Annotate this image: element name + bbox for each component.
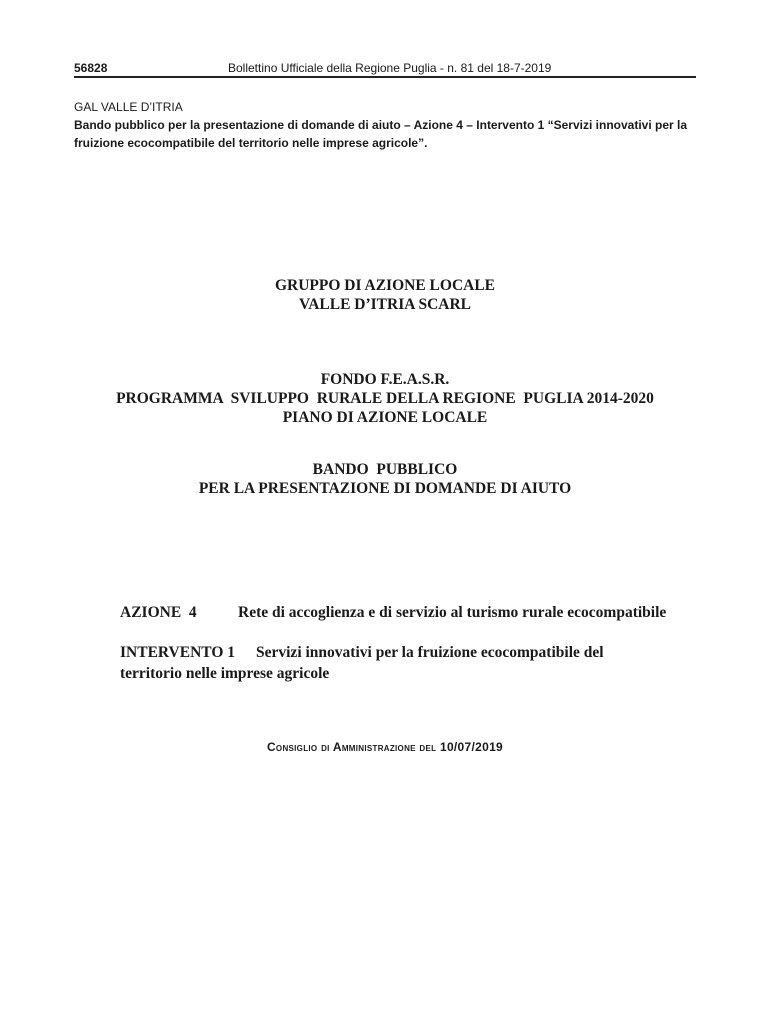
gal-title-line-2: VALLE D’ITRIA SCARL <box>299 296 471 313</box>
fund-title <box>0 370 770 427</box>
azione-label: AZIONE 4 <box>120 604 197 621</box>
azione-row <box>120 604 666 622</box>
fund-title-line-3: PIANO DI AZIONE LOCALE <box>282 409 488 426</box>
header-rule <box>74 76 696 78</box>
gal-title <box>0 276 770 314</box>
consiglio-line <box>0 740 770 754</box>
fund-title-line-2: PROGRAMMA SVILUPPO RURALE DELLA REGIONE PUGLIA 2014-2020 <box>116 390 654 407</box>
fund-title-line-1: FONDO F.E.A.S.R. <box>320 371 450 388</box>
gal-title-line-1: GRUPPO DI AZIONE LOCALE <box>274 277 496 294</box>
consiglio-date: 10/07/2019 <box>439 740 504 754</box>
azione-text: Rete di accoglienza e di servizio al turismo rurale ecocompatibile <box>238 604 667 621</box>
intro-block <box>74 98 704 152</box>
intro-subject: Bando pubblico per la presentazione di domande di aiuto – Azione 4 – Intervento 1 “Servizi innovativi per la fruizione ecocompatibile del territorio nelle imprese agricole”. <box>74 118 688 150</box>
intro-organization: GAL VALLE D’ITRIA <box>74 100 183 114</box>
bando-title-line-1: BANDO PUBBLICO <box>312 461 458 478</box>
intervento-block <box>120 642 640 684</box>
bando-title-line-2: PER LA PRESENTAZIONE DI DOMANDE DI AIUTO <box>198 480 572 497</box>
consiglio-label: Consiglio di Amministrazione del <box>266 740 437 754</box>
intervento-text: Servizi innovativi per la fruizione ecocompatibile del territorio nelle imprese agricole <box>120 644 604 682</box>
intervento-label: INTERVENTO 1 <box>120 644 236 661</box>
running-header: Bollettino Ufficiale della Regione Puglia - n. 81 del 18-7-2019 <box>228 61 552 75</box>
bando-title <box>0 460 770 498</box>
page-number: 56828 <box>74 61 108 75</box>
